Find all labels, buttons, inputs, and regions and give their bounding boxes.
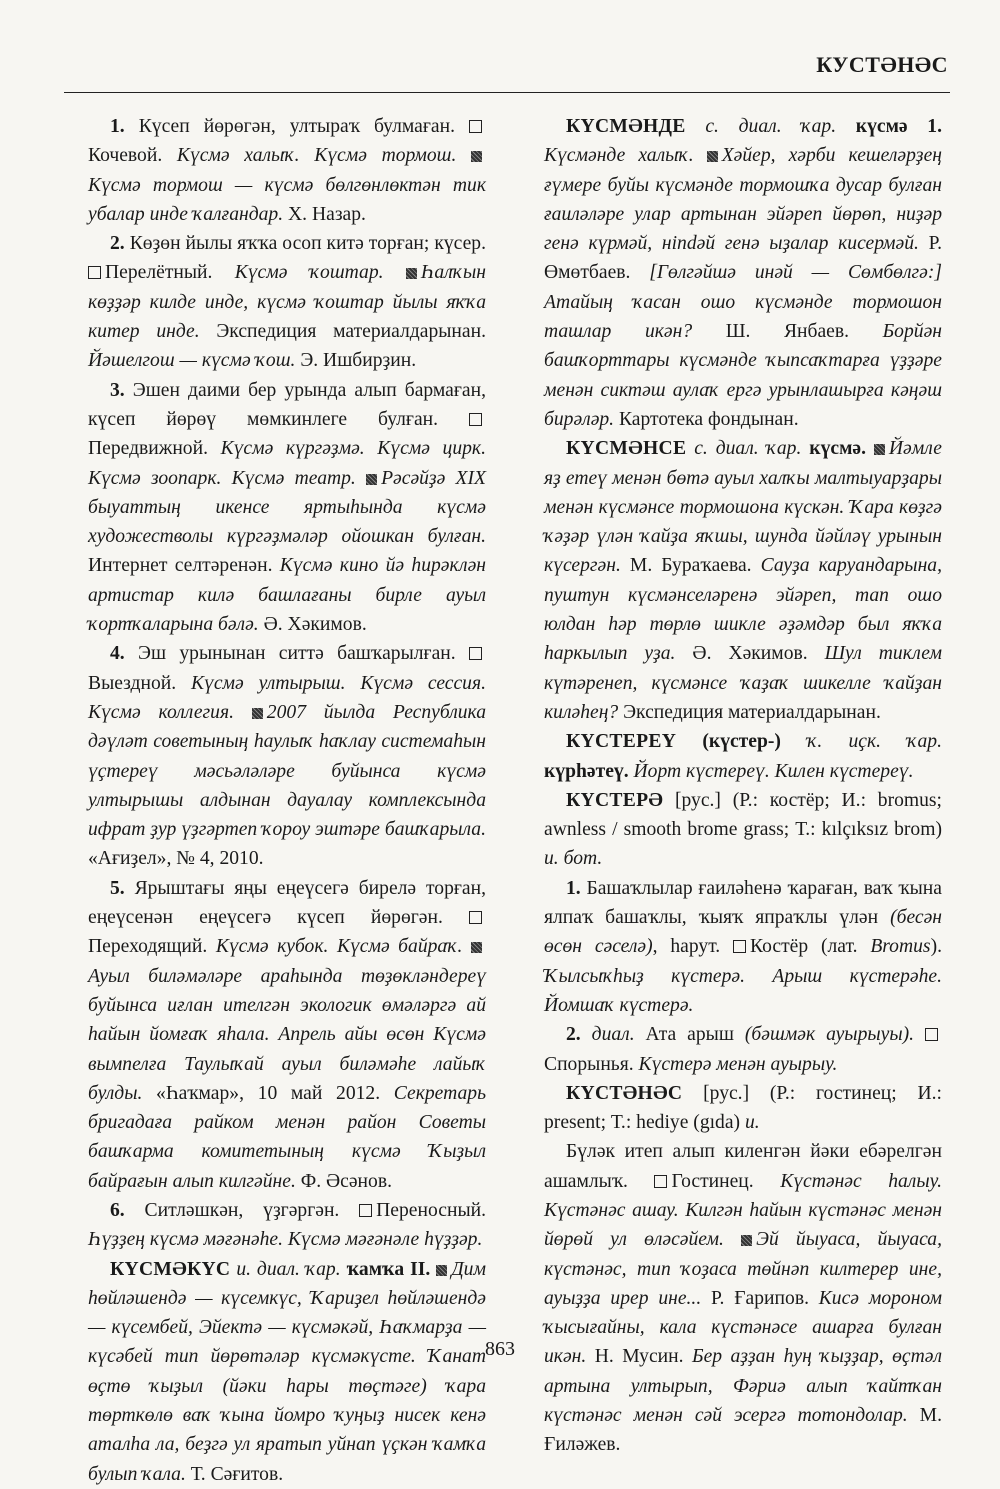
text-run: Кочевой.: [88, 145, 177, 167]
text-run: (күстер-): [676, 731, 808, 753]
text-run: Күсмә күргәҙмә. Күсмә цирк. Күсмә зоопарк. Күсмә театр.: [88, 438, 486, 489]
text-run: Күсмә кубок. Күсмә байраҡ.: [215, 936, 471, 958]
text-run: и. диал. ҡар.: [230, 1258, 347, 1280]
entry-kusmakus: [88, 1255, 486, 1489]
text-run: ҡ. иҫк. ҡар.: [807, 731, 942, 753]
text-run: Н. Мусин.: [586, 1346, 693, 1368]
text-run: с. диал. ҡар.: [685, 116, 856, 137]
entry-kustera-sense-1: [544, 874, 942, 1020]
entry-kusmanse: [544, 434, 942, 727]
text-run: 6.: [110, 1199, 125, 1221]
text-run: Р. Өмөтбаев.: [544, 233, 942, 284]
citation-marker-icon: [874, 444, 885, 455]
citation-marker-icon: [366, 474, 377, 485]
entry-kusmande: [544, 112, 942, 434]
text-run: 1.: [566, 877, 581, 899]
text-run: (бәшмәк ауырыуы).: [744, 1024, 915, 1046]
sense-3: [88, 376, 486, 640]
text-run: и. бот.: [544, 848, 603, 870]
text-run: 2.: [566, 1024, 581, 1046]
russian-equivalent-marker-icon: [359, 1204, 372, 1217]
text-run: Күсмә тормош — күсмә бөлгөнлөктән тик убалар инде ҡалғандар.: [88, 174, 486, 225]
headword: КҮСТЕРӘ: [566, 789, 664, 811]
text-run: күсмә.: [809, 438, 867, 460]
headword: КҮСМӘНСЕ: [566, 438, 687, 460]
page-number: 863: [485, 1338, 515, 1360]
text-run: Күсмә ултырыш. Күсмә сессия. Күсмә коллегия.: [88, 672, 486, 723]
text-run: Бер аҙҙан һуң ҡыҙҙар, өҫтәл артына ултырып, Фәриә алып ҡайтҡан күстәнәс менән сәй эсергә тотондолар.: [544, 1346, 942, 1427]
sense-1: [88, 112, 486, 229]
text-run: Э. Ишбирҙин.: [295, 350, 417, 372]
text-run: Һүҙҙең күсмә мәғәнәһе. Күсмә мәғәнәле һүҙҙәр.: [88, 1229, 483, 1251]
citation-marker-icon: [741, 1235, 752, 1246]
russian-equivalent-marker-icon: [654, 1175, 667, 1188]
russian-equivalent-marker-icon: [469, 413, 482, 426]
text-run: Йәмле яҙ етеү менән бөтә ауыл халҡы малтыуарҙары менән күсмәнсе тормошона күскән. Ҡара көҙгә ҡәҙәр үлән ҡайҙа яҡшы, шунда йәйләү урынын күсергән.: [544, 438, 942, 577]
text-run: Сауҙа каруандарына, пуштун күсмәнселәренә эйәреп, тап ошо юлдан һәр төрлө шикле әҙәмдәр был яҡҡа һаркылып уҙа.: [544, 555, 942, 665]
text-run: Ә. Хәкимов.: [675, 643, 825, 665]
sense-5: [88, 874, 486, 1196]
text-run: Переходящий.: [88, 936, 216, 958]
text-run: Күстәнәс һалыу. Күстәнәс ашау. Килгән һайын күстәнәс менән йөрөй ул өләсәйем.: [544, 1170, 942, 1251]
text-run: Гостинец.: [671, 1170, 781, 1192]
text-run: күсмә 1.: [855, 116, 943, 137]
text-run: Борйән башҡорттары күсмәнде ҡыпсаҡтарға үҙҙәре менән сиктәш аулаҡ ергә урынлашырға кәңәш бирәләр.: [544, 321, 942, 430]
text-run: Р. Ғарипов.: [701, 1287, 819, 1309]
text-run: Кисә мороном ҡысығайны, кала күстәнәсе ашарға булған икән.: [544, 1287, 942, 1368]
text-run: 2.: [110, 233, 125, 255]
text-run: и.: [744, 1112, 760, 1134]
headword: КҮСМӘНДЕ: [566, 116, 686, 137]
text-run: 4.: [110, 643, 125, 665]
text-run: Ситләшкән, үҙгәргән.: [124, 1199, 360, 1221]
citation-marker-icon: [252, 708, 263, 719]
text-run: Күстерә менән ауырыу.: [638, 1053, 838, 1075]
text-run: Спорынья.: [544, 1053, 639, 1075]
text-run: Күсмә халыҡ. Күсмә тормош.: [176, 145, 471, 167]
entry-kustera: [544, 786, 942, 874]
entry-kustera-sense-2: [544, 1020, 942, 1079]
text-run: «Һаҡмар», 10 май 2012.: [142, 1082, 394, 1104]
text-run: Дим һөйләшендә — күсемкүс, Ҡариҙел һөйләшендә — күсембей, Эйектә — күсмәкәй, Һаҡмарҙа — күсәбей тип йөрөтәләр күсмәкүсте. Ҡанат өҫтө ҡыҙыл (йәки һары төҫтәге) ҡара төрткөлө ваҡ ҡына йомро ҡуңыҙ нисек кенә аталһа ла, беҙгә ул яратып уйнап үҫкән ҡамҡа булып ҡала.: [88, 1258, 486, 1485]
text-run: Ата арыш: [634, 1024, 745, 1046]
text-run: Ярыштағы яңы еңеүсегә бирелә торған, еңеүсенән еңеүсегә күсеп йөрөгән.: [88, 877, 486, 929]
text-run: Картотека фондынан.: [614, 408, 799, 430]
text-run: Интернет селтәренән.: [88, 555, 280, 577]
citation-marker-icon: [707, 151, 718, 162]
text-run: Передвижной.: [88, 438, 221, 460]
text-run: (бесән өсөн сәселә): [544, 907, 942, 958]
text-run: Ф. Әсәнов.: [295, 1170, 392, 1192]
text-run: [рус.] (Р.: гостинец; И.: present; Т.: hediye (gıda): [544, 1082, 942, 1134]
text-run: Күсмәнде халыҡ.: [544, 145, 707, 167]
headword: КҮСТЕРЕҮ: [566, 731, 677, 753]
text-run: Х. Назар.: [283, 203, 366, 225]
text-run: Йәшелгош — күсмә ҡош.: [88, 350, 296, 372]
text-run: Йорт күстереү. Килен күстереү.: [628, 760, 914, 782]
headword: КҮСМӘКҮС: [110, 1258, 231, 1280]
russian-equivalent-marker-icon: [88, 266, 101, 279]
russian-equivalent-marker-icon: [469, 647, 482, 660]
text-run: 2007 йылда Республика дәүләт советының һаулыҡ һаҡлау системаһын үҫтереү мәсьәләләре буйынса күсмә ултырышы алдынан дауалау комплексында ифрат ҙур үҙгәртеп ҡороу эштәре башҡарыла.: [88, 701, 487, 841]
russian-equivalent-marker-icon: [469, 911, 482, 924]
text-run: Bromus: [870, 936, 931, 958]
russian-equivalent-marker-icon: [733, 940, 746, 953]
sense-6: [88, 1196, 486, 1255]
text-run: Костёр (лат.: [750, 936, 871, 958]
text-run: [Гөлгәйшә инәй — Сөмбөлгә:] Атайың ҡасан ошо күсмәнде тормошон ташлар икән?: [544, 262, 942, 343]
text-run: Күсмә ҡоштар.: [234, 262, 406, 284]
text-run: Башаҡлылар ғаиләһенә ҡараған, ваҡ ҡына ялпаҡ башаҡлы, ҡыяҡ япраҡлы үлән: [544, 877, 942, 929]
text-run: Эшен даими бер урында алып бармаған, күсеп йөрөү мөмкинлеге булған.: [88, 379, 486, 430]
citation-marker-icon: [471, 151, 482, 162]
text-run: [рус.] (Р.: костёр; И.: bromus; awnless / smooth brome grass; Т.: kılçıksız brom): [544, 789, 942, 841]
text-run: Көҙөн йылы яҡҡа осоп китә торған; күсер.: [124, 233, 486, 255]
text-run: Һалҡын көҙҙәр килде инде, күсмә ҡоштар йылы яҡҡа китер инде.: [88, 262, 486, 343]
entry-kustanas: [544, 1079, 942, 1138]
citation-marker-icon: [471, 942, 482, 953]
right-column: [544, 112, 942, 1460]
text-run: , һарут.: [652, 936, 734, 958]
russian-equivalent-marker-icon: [925, 1028, 938, 1041]
text-run: Ҡылсыҡһыҙ күстерә. Арыш күстерәһе. Йомшаҡ күстерә.: [544, 965, 942, 1016]
headword: КҮСТӘНӘС: [566, 1082, 683, 1104]
text-run: Хәйер, хәрби кешеләрҙең ғүмере буйы күсмәнде тормошҡа дусар булған ғаиләләре улар артынан эйәреп йөрөп, ниҙәр генә күрмәй, нindәй генә ыҙалар кисермәй.: [544, 145, 942, 255]
sense-2: [88, 229, 486, 375]
text-run: Экспедиция материалдарынан.: [199, 321, 486, 343]
text-run: Рәсәйҙә XIX быуаттың икенсе яртыһында күсмә художестволы күргәҙмәләр ойошкан булған.: [88, 467, 487, 548]
text-run: күрһәтеү.: [544, 760, 629, 782]
running-head: КУСТӘНӘС: [816, 52, 948, 77]
text-run: М. Ғиләжев.: [544, 1405, 942, 1456]
text-run: Күсеп йөрөгән, ултыраҡ булмаған.: [124, 116, 469, 137]
text-run: диал.: [580, 1024, 635, 1046]
text-run: Ауыл биләмәләре араһында төҙөкләндереү буйынса иғлан ителгән экологик өмәләргә ай һайын йомғаҡ яһала. Апрель айы өсөн Күсмә вымпелға Таулыҡай ауыл биләмәһе лайыҡ булды.: [88, 965, 486, 1104]
text-run: Шул тиклем күтәренеп, күсмәнсе ҡаҙаҡ шикелле ҡайҙан киләһең?: [544, 643, 942, 723]
text-run: Эй йыуаса, йыуаса, күстәнәс, тип ҡоҙаса төйнәп килтерер ине, ауыҙҙа ирер ине...: [544, 1229, 942, 1309]
text-run: ҡамҡа II.: [346, 1258, 431, 1280]
text-run: с. диал. ҡар.: [686, 438, 810, 460]
text-run: Эш урынынан ситтә башҡарылған.: [124, 643, 469, 665]
text-run: Ш. Янбаев.: [692, 321, 883, 343]
text-run: «Ағиҙел», № 4, 2010.: [88, 848, 264, 870]
text-run: 3.: [110, 379, 125, 401]
text-run: Перелётный.: [105, 262, 235, 284]
text-run: 5.: [110, 877, 125, 899]
text-run: Выездной.: [88, 672, 192, 694]
text-run: ).: [930, 936, 942, 958]
text-run: Күсмә кино йә һирәклән артистар килә башлағаны бирле ауыл ҡортҡаларына бәлә.: [88, 555, 487, 636]
sense-4: [88, 639, 486, 873]
text-run: 1.: [110, 116, 125, 137]
entry-kustereu: [544, 727, 942, 786]
text-run: Бүләк итеп алып киленгән йәки ебәрелгән ашамлыҡ.: [544, 1141, 942, 1192]
text-run: Секретарь бригадаға райком менән район Советы башҡарма комитетының күсмә Ҡыҙыл байрағын алып килгәйне.: [88, 1082, 486, 1192]
left-column: [88, 112, 486, 1489]
text-run: Ә. Хәкимов.: [258, 614, 367, 636]
header-rule: [64, 92, 950, 93]
text-run: Экспедиция материалдарынан.: [618, 701, 881, 723]
citation-marker-icon: [406, 268, 417, 279]
russian-equivalent-marker-icon: [469, 120, 482, 133]
text-run: М. Бураҡаева.: [620, 555, 761, 577]
text-run: Т. Сәғитов.: [185, 1463, 284, 1485]
entry-kustanas-definition: [544, 1137, 942, 1459]
citation-marker-icon: [436, 1265, 447, 1276]
text-run: Переносный.: [376, 1199, 486, 1221]
